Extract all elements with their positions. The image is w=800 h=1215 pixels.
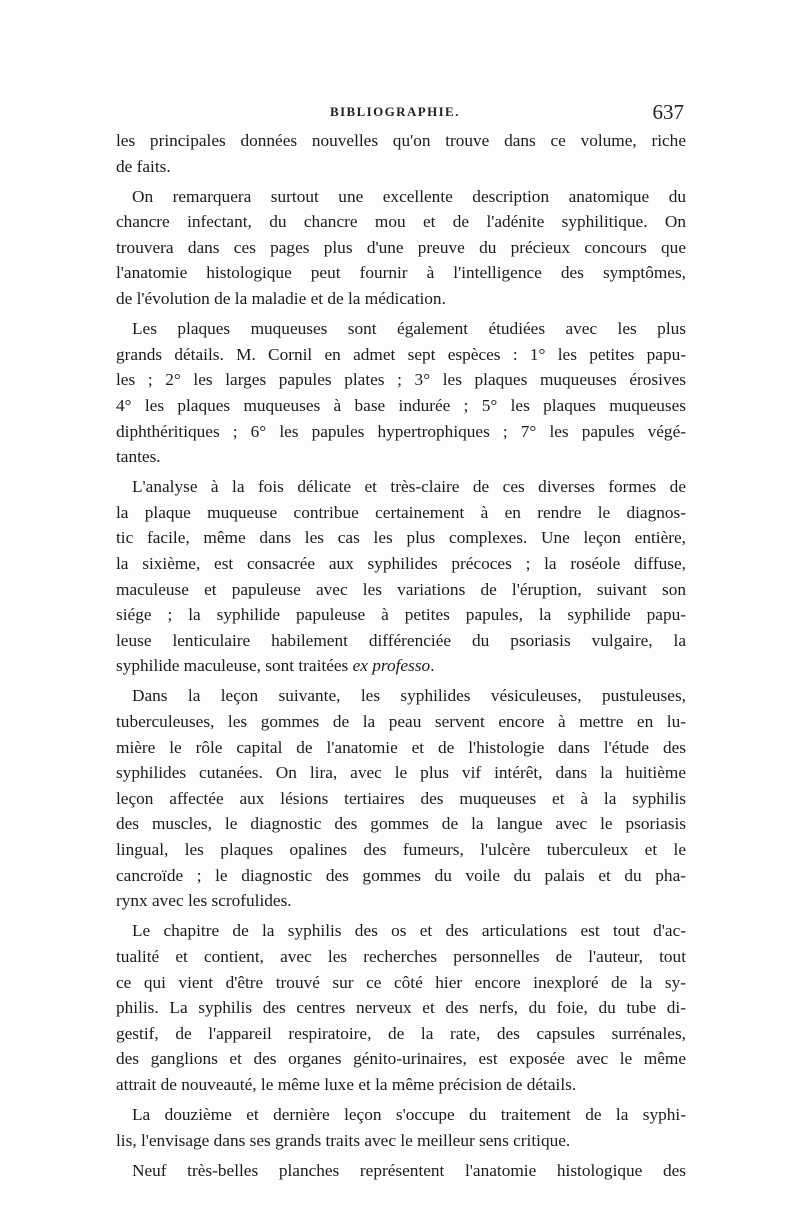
italic-phrase: ex professo (352, 656, 431, 676)
running-head (116, 100, 686, 126)
text-line: la sixième, est consacrée aux syphilides précoces ; la roséole diffuse, (116, 554, 686, 573)
text-line: tic facile, même dans les cas les plus complexes. Une leçon entière, (116, 528, 686, 548)
text-line: tualité et contient, avec les recherches personnelles de l'auteur, tout (116, 946, 686, 966)
text-line: Les plaques muqueuses sont également étudiées avec les plus (132, 319, 686, 339)
text-line: grands détails. M. Cornil en admet sept espèces : 1° les petites papu- (116, 344, 686, 364)
text-line: Dans la leçon suivante, les syphilides vésiculeuses, pustuleuses, (132, 686, 686, 706)
text-fragment: . (430, 656, 435, 676)
paragraph (116, 1102, 686, 1153)
text-line: cancroïde ; le diagnostic des gommes du voile du palais et du pha- (116, 865, 686, 885)
text-line: trouvera dans ces pages plus d'une preuve du précieux concours que (116, 237, 686, 257)
text-line: leuse lenticulaire habilement différenciée du psoriasis vulgaire, la (116, 630, 686, 650)
paragraph (116, 474, 686, 679)
text-line: de l'évolution de la maladie et de la médication. (116, 289, 446, 309)
text-line: diphthéritiques ; 6° les papules hypertrophiques ; 7° les papules végé- (116, 421, 686, 441)
body-text (116, 128, 686, 1183)
paragraph (116, 316, 686, 470)
text-line: l'anatomie histologique peut fournir à l'intelligence des symptômes, (116, 263, 686, 283)
text-line: leçon affectée aux lésions tertiaires des muqueuses et à la syphilis (116, 788, 686, 808)
text-line: tantes. (116, 447, 161, 467)
text-line: chancre infectant, du chancre mou et de l'adénite syphilitique. On (116, 212, 686, 232)
text-line (116, 653, 686, 679)
page-number: 637 (652, 100, 684, 124)
text-line: siége ; la syphilide papuleuse à petites papules, la syphilide papu- (116, 605, 686, 625)
text-line: tuberculeuses, les gommes de la peau servent encore à mettre en lu- (116, 712, 686, 732)
text-line: de faits. (116, 156, 171, 176)
text-line: les ; 2° les larges papules plates ; 3° les plaques muqueuses érosives (116, 370, 686, 390)
text-line: maculeuse et papuleuse avec les variations de l'éruption, suivant son (116, 579, 686, 599)
text-line: syphilides cutanées. On lira, avec le plus vif intérêt, dans la huitième (116, 763, 686, 783)
paragraph (116, 184, 686, 312)
text-line: 4° les plaques muqueuses à base indurée ; 5° les plaques muqueuses (116, 395, 686, 415)
text-line: rynx avec les scrofulides. (116, 891, 292, 911)
text-line: les principales données nouvelles qu'on trouve dans ce volume, riche (116, 131, 686, 150)
text-line: gestif, de l'appareil respiratoire, de la rate, des capsules surrénales, (116, 1023, 686, 1043)
text-line: lis, l'envisage dans ses grands traits avec le meilleur sens critique. (116, 1130, 571, 1150)
paragraph (116, 918, 686, 1097)
text-line: ce qui vient d'être trouvé sur ce côté hier encore inexploré de la sy- (116, 972, 686, 992)
text-fragment: syphilide maculeuse, sont traitées (116, 656, 353, 676)
text-line: La douzième et dernière leçon s'occupe du traitement de la syphi- (132, 1104, 686, 1124)
text-line: Le chapitre de la syphilis des os et des articulations est tout d'ac- (132, 921, 686, 941)
text-line: L'analyse à la fois délicate et très-claire de ces diverses formes de (132, 477, 686, 497)
text-line: mière le rôle capital de l'anatomie et de l'histologie dans l'étude des (116, 737, 686, 757)
text-line: Neuf très-belles planches représentent l'anatomie histologique des (132, 1160, 686, 1180)
paragraph (116, 128, 686, 179)
text-line: des ganglions et des organes génito-urinaires, est exposée avec le même (116, 1049, 686, 1069)
paragraph (116, 683, 686, 913)
paragraph (116, 1158, 686, 1184)
text-line: lingual, les plaques opalines des fumeurs, l'ulcère tuberculeux et le (116, 840, 686, 860)
running-title: BIBLIOGRAPHIE. (330, 104, 460, 119)
text-line: la plaque muqueuse contribue certainement à en rendre le diagnos- (116, 502, 686, 522)
text-line: des muscles, le diagnostic des gommes de la langue avec le psoriasis (116, 814, 686, 834)
text-line: philis. La syphilis des centres nerveux et des nerfs, du foie, du tube di- (116, 998, 686, 1018)
text-line: attrait de nouveauté, le même luxe et la même précision de détails. (116, 1074, 577, 1094)
text-line: On remarquera surtout une excellente description anatomique du (132, 186, 686, 206)
